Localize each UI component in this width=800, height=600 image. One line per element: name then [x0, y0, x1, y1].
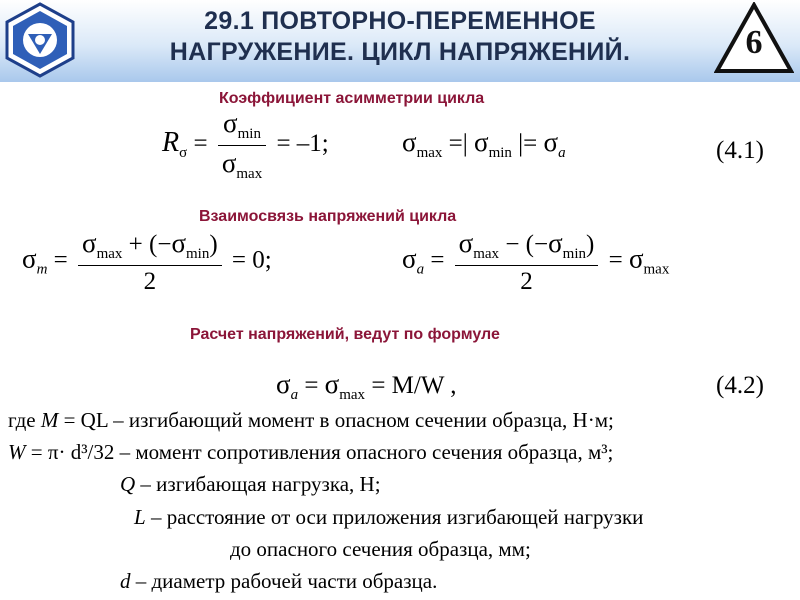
equation-stress-formula: $\sigma_a = \sigma_{max} = M/W$ , — [276, 369, 457, 403]
where-prefix: где — [8, 408, 41, 432]
slide-header — [0, 0, 800, 82]
fraction: $\frac{\sigma_{min}}{\sigma_{max}}$ — [218, 108, 266, 183]
symbol: L — [134, 505, 146, 529]
definition-load — [120, 472, 381, 497]
equation-number-4-2: (4.2) — [716, 372, 764, 399]
equation-mean-stress: $\sigma_m$ = $\frac{\sigma_{max} + (-\sigma_{min})}{2}$ = 0; — [22, 228, 272, 295]
definition-moment — [8, 408, 614, 433]
title-line-1: 29.1 ПОВТОРНО-ПЕРЕМЕННОЕ — [204, 7, 596, 35]
eq2-result: = 0; — [231, 246, 272, 274]
asymmetry-section-title: Коэффициент асимметрии цикла — [219, 90, 485, 107]
equation-number-4-1: (4.1) — [716, 137, 764, 164]
definition-text: – изгибающая нагрузка, Н; — [135, 472, 381, 496]
eq4-text: = M/W , — [371, 372, 457, 399]
definition-distance — [134, 505, 643, 530]
calc-section-title: Расчет напряжений, ведут по формуле — [190, 326, 500, 343]
definition-text: – расстояние от оси приложения изгибающей нагрузки — [145, 505, 644, 529]
symbol: W — [8, 440, 26, 464]
definition-text: до опасного сечения образца, мм; — [230, 537, 531, 561]
definition-text: = QL – изгибающий момент в опасном сечении образца, Н·м; — [58, 408, 614, 432]
equation-amplitude-relation: $\sigma_a$ = $\frac{\sigma_{max} - (-\sigma_{min})}{2}$ = $\sigma_{max}$ — [402, 228, 670, 295]
definition-text: = π· d³/32 – момент сопротивления опасного сечения образца, м³; — [25, 440, 614, 464]
equation-asymmetry: $R_\sigma$ = $\frac{\sigma_{min}}{\sigma_{max}}$ = –1; — [162, 108, 329, 182]
title-line-2: НАГРУЖЕНИЕ. ЦИКЛ НАПРЯЖЕНИЙ. — [169, 38, 631, 66]
definition-section-modulus — [8, 440, 613, 465]
slide-number: 6 — [745, 24, 763, 61]
eq1-result: = –1; — [276, 130, 329, 158]
page-title — [80, 6, 720, 68]
definition-diameter — [120, 569, 437, 594]
equation-amplitude: $\sigma_{max}$ =| $\sigma_{min}$ |= $\sigma_a$ — [402, 127, 566, 161]
symbol: M — [40, 408, 59, 432]
relation-section-title: Взаимосвязь напряжений цикла — [199, 208, 457, 225]
definition-distance-continued — [230, 537, 531, 562]
fraction: $\frac{\sigma_{max} - (-\sigma_{min})}{2}$ — [455, 228, 599, 296]
symbol: Q — [120, 472, 136, 496]
definition-text: – диаметр рабочей части образца. — [130, 569, 438, 593]
symbol: d — [120, 569, 131, 593]
fraction: $\frac{\sigma_{max} + (-\sigma_{min})}{2}$ — [78, 228, 222, 296]
emblem-icon — [2, 2, 78, 78]
